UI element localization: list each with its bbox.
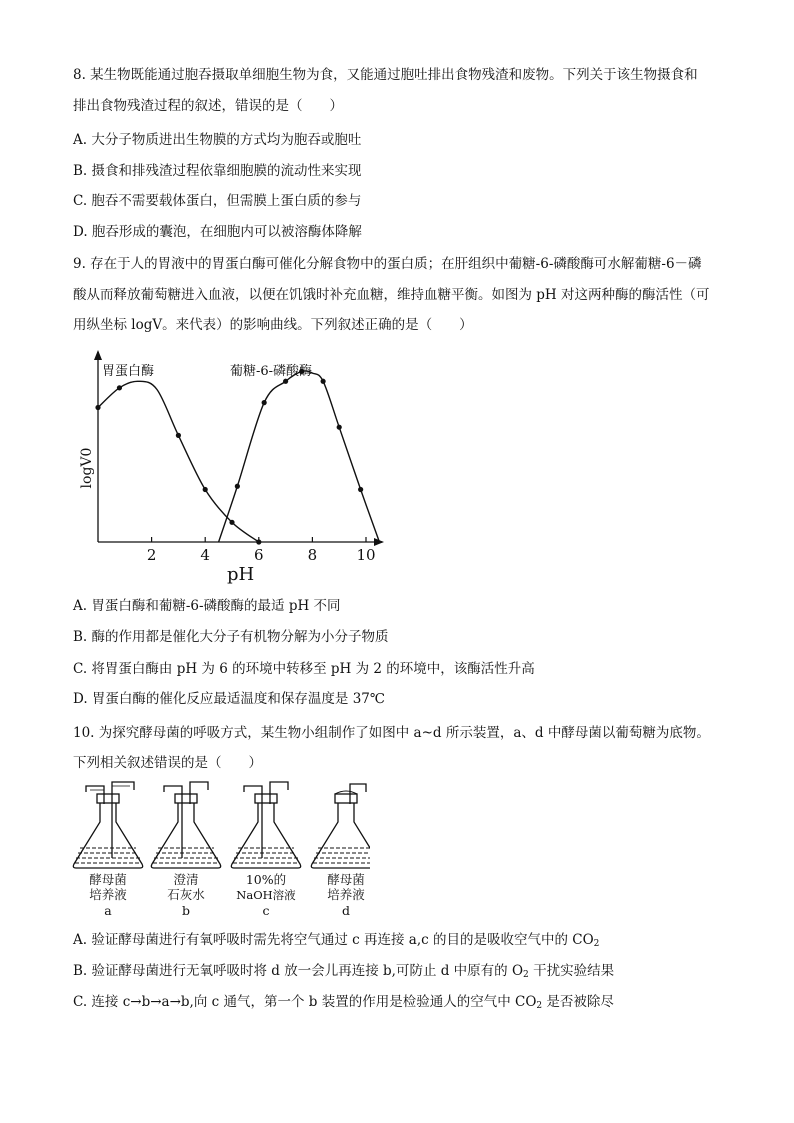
series-0-point-2 bbox=[176, 433, 181, 438]
flask-c-letter: c bbox=[262, 903, 270, 918]
q9-option-c: C. 将胃蛋白酶由 pH 为 6 的环境中转移至 pH 为 2 的环境中，该酶活性升高 bbox=[73, 661, 535, 677]
q10-option-c bbox=[73, 993, 614, 1015]
q10-option-a-text: A. 验证酵母菌进行有氧呼吸时需先将空气通过 c 再连接 a,c 的目的是吸收空气中的 CO bbox=[73, 932, 594, 948]
q10-option-c-sub: 2 bbox=[536, 1001, 543, 1011]
x-tick-label-8: 8 bbox=[307, 546, 318, 564]
q9-option-b: B. 酶的作用都是催化大分子有机物分解为小分子物质 bbox=[73, 629, 389, 645]
flask-a-letter: a bbox=[104, 903, 112, 918]
series-1-point-1 bbox=[262, 400, 267, 405]
y-axis-label: logV0 bbox=[79, 447, 95, 489]
q9-stem-line3: 用纵坐标 logV。来代表）的影响曲线。下列叙述正确的是（ ） bbox=[73, 317, 473, 333]
q8-option-d: D. 胞吞形成的囊泡，在细胞内可以被溶酶体降解 bbox=[73, 224, 362, 240]
q10-stem-line1: 10. 为探究酵母菌的呼吸方式，某生物小组制作了如图中 a~d 所示装置，a、d 中酵母菌以葡萄糖为底物。 bbox=[73, 725, 710, 741]
series-label-g6pase: 葡糖-6-磷酸酶 bbox=[230, 364, 313, 379]
q10-option-b-post: 干扰实验结果 bbox=[528, 963, 615, 979]
flask-c-label2: NaOH溶液 bbox=[236, 888, 296, 902]
chart-curves bbox=[98, 371, 379, 542]
q10-stem-line2: 下列相关叙述错误的是（ ） bbox=[73, 755, 262, 771]
flask-c-label1: 10%的 bbox=[245, 872, 287, 887]
series-1-point-4 bbox=[321, 379, 326, 384]
flask-b-letter: b bbox=[181, 903, 191, 918]
flask-b bbox=[151, 782, 220, 868]
series-1-point-2 bbox=[283, 379, 288, 384]
series-label-pepsin: 胃蛋白酶 bbox=[102, 364, 155, 379]
chart-markers bbox=[95, 369, 363, 545]
series-line-1 bbox=[219, 371, 380, 542]
x-tick-label-10: 10 bbox=[356, 546, 376, 564]
flask-a-label1: 酵母菌 bbox=[89, 872, 127, 887]
q10-option-a-sub: 2 bbox=[593, 939, 600, 949]
x-tick-label-2: 2 bbox=[146, 546, 157, 564]
q9-option-a: A. 胃蛋白酶和葡糖-6-磷酸酶的最适 pH 不同 bbox=[73, 598, 341, 614]
y-axis-arrow bbox=[94, 350, 102, 360]
series-1-point-5 bbox=[337, 425, 342, 430]
flask-d bbox=[311, 784, 370, 868]
flask-d-letter: d bbox=[341, 903, 351, 918]
flask-a bbox=[73, 782, 142, 868]
x-axis-label: pH bbox=[227, 564, 255, 584]
series-0-point-0 bbox=[95, 405, 100, 410]
flask-a-label2: 培养液 bbox=[89, 887, 127, 902]
flask-c bbox=[231, 782, 300, 868]
series-0-point-1 bbox=[117, 385, 122, 390]
q9-stem-line2: 酸从而释放葡萄糖进入血液，以便在饥饿时补充血糖，维持血糖平衡。如图为 pH 对这两种酶的酶活性（可 bbox=[73, 287, 710, 303]
q10-option-a bbox=[73, 931, 599, 953]
series-1-point-6 bbox=[358, 487, 363, 492]
series-0-point-4 bbox=[229, 520, 234, 525]
q9-stem-line1: 9. 存在于人的胃液中的胃蛋白酶可催化分解食物中的蛋白质；在肝组织中葡糖-6-磷酸酶可水解葡糖-6－磷 bbox=[73, 256, 702, 272]
q8-stem-line2: 排出食物残渣过程的叙述，错误的是（ ） bbox=[73, 98, 343, 114]
q8-option-c: C. 胞吞不需要载体蛋白，但需膜上蛋白质的参与 bbox=[73, 193, 362, 209]
q8-option-b: B. 摄食和排残渣过程依靠细胞膜的流动性来实现 bbox=[73, 163, 362, 179]
q8-option-a: A. 大分子物质进出生物膜的方式均为胞吞或胞吐 bbox=[73, 132, 362, 148]
flask-b-label1: 澄清 bbox=[173, 872, 199, 887]
x-tick-label-4: 4 bbox=[200, 546, 210, 564]
q10-option-b-sub: 2 bbox=[523, 970, 529, 980]
q9-option-d: D. 胃蛋白酶的催化反应最适温度和保存温度是 37℃ bbox=[73, 691, 385, 707]
flask-b-label2: 石灰水 bbox=[167, 887, 205, 902]
q10-option-b-pre: B. 验证酵母菌进行无氧呼吸时将 d 放一会儿再连接 b,可防止 d 中原有的 O bbox=[73, 963, 524, 979]
series-0-point-3 bbox=[203, 487, 208, 492]
chart-axes bbox=[94, 350, 384, 546]
q8-stem-line1: 8. 某生物既能通过胞吞摄取单细胞生物为食，又能通过胞吐排出食物残渣和废物。下列关于该生物摄食和 bbox=[73, 67, 698, 83]
flask-apparatus bbox=[70, 780, 370, 925]
flask-d-label1: 酵母菌 bbox=[327, 872, 365, 887]
series-1-point-0 bbox=[235, 484, 240, 489]
q10-option-b bbox=[73, 962, 614, 984]
series-line-0 bbox=[98, 381, 259, 542]
ph-activity-chart bbox=[70, 348, 390, 584]
q10-option-c-post: 是否被除尽 bbox=[542, 994, 614, 1010]
q10-option-c-pre: C. 连接 c→b→a→b,向 c 通气，第一个 b 装置的作用是检验通人的空气中 CO bbox=[73, 994, 537, 1010]
x-tick-label-6: 6 bbox=[254, 546, 264, 564]
flask-d-label2: 培养液 bbox=[327, 887, 365, 902]
